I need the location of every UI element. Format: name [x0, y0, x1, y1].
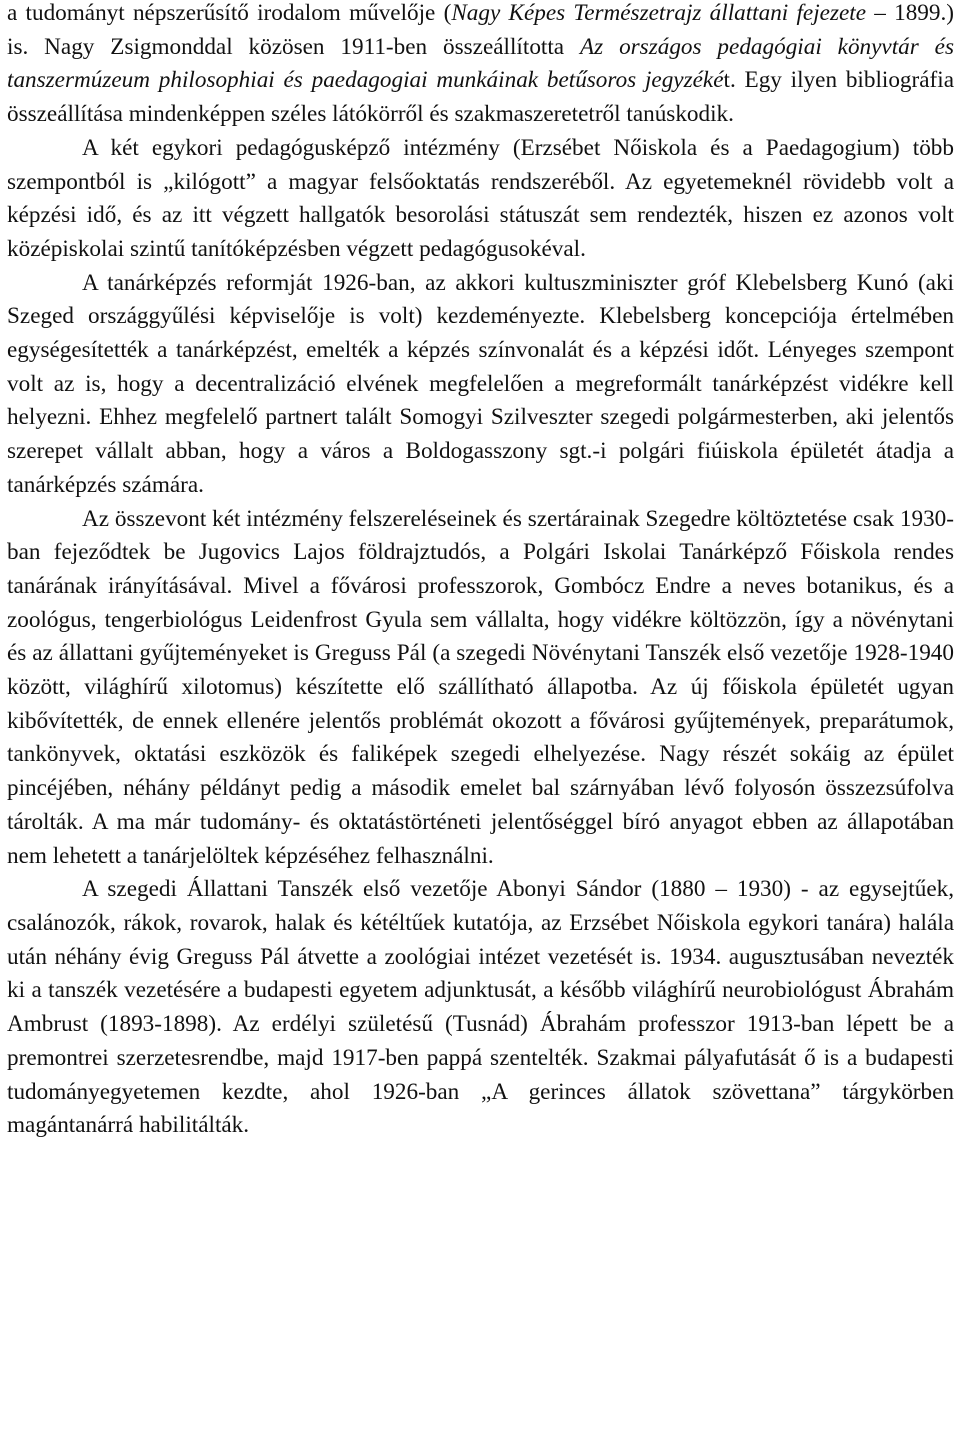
italic-title: Nagy Képes Természetrajz állattani fejezete: [451, 0, 867, 26]
text-segment: A két egykori pedagógusképző intézmény (Erzsébet Nőiskola és a Paedagogium) több szempontból is „kilógott” a magyar felsőoktatás rendszeréből. Az egyetemeknél rövidebb volt a képzési idő, és az itt végzett hallgatók besorolási státuszát sem rendezték, hiszen ez azonos volt középiskolai szintű tanítóképzésben végzett pedagógusokéval.: [7, 134, 954, 262]
paragraph-3: [7, 267, 954, 503]
text-segment: Az összevont két intézmény felszereléseinek és szertárainak Szegedre költöztetése csak 1930-ban fejeződtek be Jugovics Lajos földrajztudós, a Polgári Iskolai Tanárképző Főiskola rendes tanárának irányításával. Mivel a fővárosi professzorok, Gombócz Endre a neves botanikus, és a zoológus, tengerbiológus Leidenfrost Gyula sem vállalta, hogy vidékre költözzön, így a növénytani és az állattani gyűjteményeket is Greguss Pál (a szegedi Növénytani Tanszék első vezetője 1928-1940 között, világhírű xilotomus) készítette elő szállítható állapotba. Az új főiskola épületét ugyan kibővítették, de ennek ellenére jelentős problémát okozott a fővárosi gyűjtemények, preparátumok, tankönyvek, oktatási eszközök és faliképek szegedi elhelyezése. Nagy részét sokáig az épület pincéjében, néhány példányt pedig a második emelet bal szárnyában lévő folyosón összezsúfolva tárolták. A ma már tudomány- és oktatástörténeti jelentőséggel bíró anyagot ebben az állapotában nem lehetett a tanárjelöltek képzéséhez felhasználni.: [7, 505, 954, 869]
text-segment: a tudományt népszerűsítő irodalom művelője (: [7, 0, 452, 26]
text-segment: A tanárképzés reformját 1926-ban, az akkori kultuszminiszter gróf Klebelsberg Kunó (aki Szeged országgyűlési képviselője is volt) kezdeményezte. Klebelsberg koncepciója értelmében egységesítették a tanárképzést, emelték a képzés színvonalát és a képzési időt. Lényeges szempont volt az is, hogy a decentralizáció elvének megfelelően a megreformált tanárképzést vidékre kell helyezni. Ehhez megfelelő partnert talált Somogyi Szilveszter szegedi polgármesterben, aki jelentős szerepet vállalt abban, hogy a város a Boldogasszony sgt.-i polgári fiúiskola épületét átadja a tanárképzés számára.: [7, 269, 954, 498]
italic-title: Az országos pedagógiai könyvtár és tanszermúzeum philosophiai és paedagogiai munkáinak betűsoros jegyzéké: [7, 33, 954, 94]
paragraph-2: [7, 132, 954, 267]
paragraph-4: [7, 503, 954, 874]
paragraph-1: [7, 0, 954, 132]
paragraph-5: [7, 873, 954, 1143]
text-segment: – 1899.) is. Nagy Zsigmonddal közösen 1911-ben összeállította: [7, 0, 954, 60]
text-segment: A szegedi Állattani Tanszék első vezetője Abonyi Sándor (1880 – 1930) - az egysejtűek, csalánozók, rákok, rovarok, halak és kétéltűek kutatója, az Erzsébet Nőiskola egykori tanára) halála után néhány évig Greguss Pál átvette a zoológiai intézet vezetését is. 1934. augusztusában nevezték ki a tanszék vezetésére a budapesti egyetem adjunktusát, a később világhírű neurobiológust Ábrahám Ambrust (1893-1898). Az erdélyi születésű (Tusnád) Ábrahám professzor 1913-ban lépett be a premontrei szerzetesrendbe, majd 1917-ben pappá szentelték. Szakmai pályafutását ő is a budapesti tudományegyetemen kezdte, ahol 1926-ban „A gerinces állatok szövettana” tárgykörben magántanárrá habilitálták.: [7, 876, 954, 1139]
text-segment: t. Egy ilyen bibliográfia összeállítása mindenképpen széles látókörről és szakmaszeretetről tanúskodik.: [7, 67, 954, 128]
